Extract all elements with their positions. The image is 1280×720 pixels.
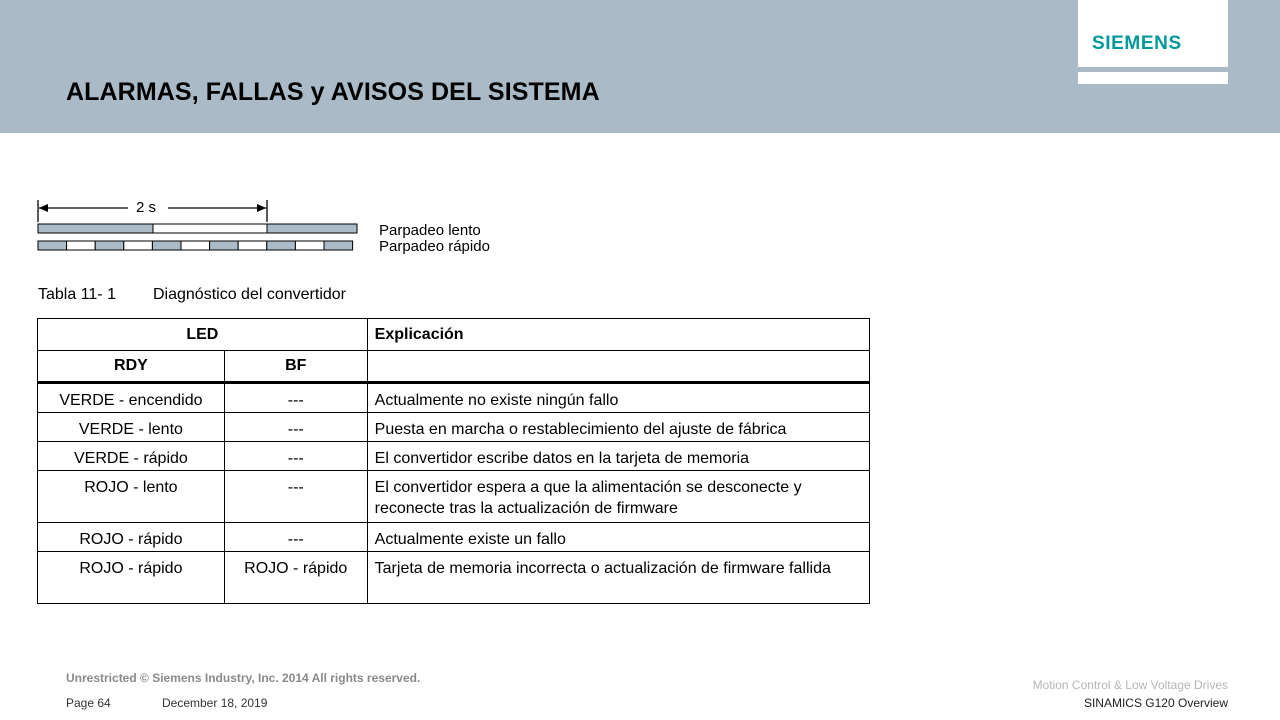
cell-explanation: El convertidor escribe datos en la tarjeta de memoria: [367, 442, 869, 471]
cell-explanation: Puesta en marcha o restablecimiento del ajuste de fábrica: [367, 413, 869, 442]
cell-rdy: VERDE - rápido: [38, 442, 225, 471]
fast-off-segment: [295, 241, 324, 250]
slow-blink-label: Parpadeo lento: [379, 222, 481, 239]
table-row: [38, 442, 870, 471]
arrow-left-icon: [39, 204, 48, 212]
fast-on-segment: [267, 241, 296, 250]
cell-bf: ROJO - rápido: [224, 552, 367, 604]
cell-explanation: Actualmente no existe ningún fallo: [367, 383, 869, 413]
cell-bf: ---: [224, 471, 367, 523]
cell-bf: ---: [224, 383, 367, 413]
cell-rdy: ROJO - rápido: [38, 552, 225, 604]
slow-off-segment: [153, 224, 267, 233]
footer-department: Motion Control & Low Voltage Drives: [1032, 678, 1228, 692]
slide-title: ALARMAS, FALLAS y AVISOS DEL SISTEMA: [66, 78, 600, 106]
slow-on-segment: [267, 224, 357, 233]
cell-explanation: Tarjeta de memoria incorrecta o actualización de firmware fallida: [367, 552, 869, 604]
footer-product: SINAMICS G120 Overview: [1083, 696, 1228, 710]
cell-rdy: ROJO - rápido: [38, 523, 225, 552]
fast-on-segment: [38, 241, 67, 250]
arrow-right-icon: [257, 204, 266, 212]
fast-off-segment: [124, 241, 153, 250]
fast-on-segment: [95, 241, 124, 250]
table-row: [38, 383, 870, 413]
footer-copyright: Unrestricted © Siemens Industry, Inc. 2014 All rights reserved.: [66, 671, 421, 685]
cell-explanation: Actualmente existe un fallo: [367, 523, 869, 552]
header-rdy: RDY: [38, 351, 225, 383]
cell-explanation: El convertidor espera a que la alimentación se desconecte y reconecte tras la actualización de firmware: [367, 471, 869, 523]
slow-on-segment: [38, 224, 153, 233]
header-led: LED: [38, 319, 368, 351]
fast-on-segment: [152, 241, 181, 250]
cell-bf: ---: [224, 523, 367, 552]
cell-rdy: VERDE - lento: [38, 413, 225, 442]
table-row: [38, 552, 870, 604]
slow-blink-bar: [38, 224, 357, 233]
table-caption-title: Diagnóstico del convertidor: [153, 286, 346, 303]
siemens-logo: SIEMENS: [1092, 33, 1182, 54]
cell-rdy: VERDE - encendido: [38, 383, 225, 413]
table-row: [38, 413, 870, 442]
footer-date: December 18, 2019: [162, 696, 268, 710]
table-row: [38, 471, 870, 523]
header-empty: [367, 351, 869, 383]
cell-bf: ---: [224, 442, 367, 471]
table-caption-number: Tabla 11- 1: [38, 286, 116, 303]
cell-bf: ---: [224, 413, 367, 442]
footer-page-number: Page 64: [66, 696, 111, 710]
fast-on-segment: [210, 241, 239, 250]
header-bf: BF: [224, 351, 367, 383]
fast-on-segment: [324, 241, 353, 250]
table-caption: [38, 286, 346, 304]
logo-strip: [1078, 72, 1228, 84]
fast-blink-bar: [38, 241, 353, 250]
cell-rdy: ROJO - lento: [38, 471, 225, 523]
fast-blink-label: Parpadeo rápido: [379, 238, 490, 255]
fast-off-segment: [181, 241, 210, 250]
fast-off-segment: [238, 241, 267, 250]
fast-off-segment: [67, 241, 96, 250]
time-span-label: 2 s: [136, 199, 157, 216]
diagnostics-table: [37, 318, 870, 604]
header-explanation: Explicación: [367, 319, 869, 351]
table-row: [38, 523, 870, 552]
